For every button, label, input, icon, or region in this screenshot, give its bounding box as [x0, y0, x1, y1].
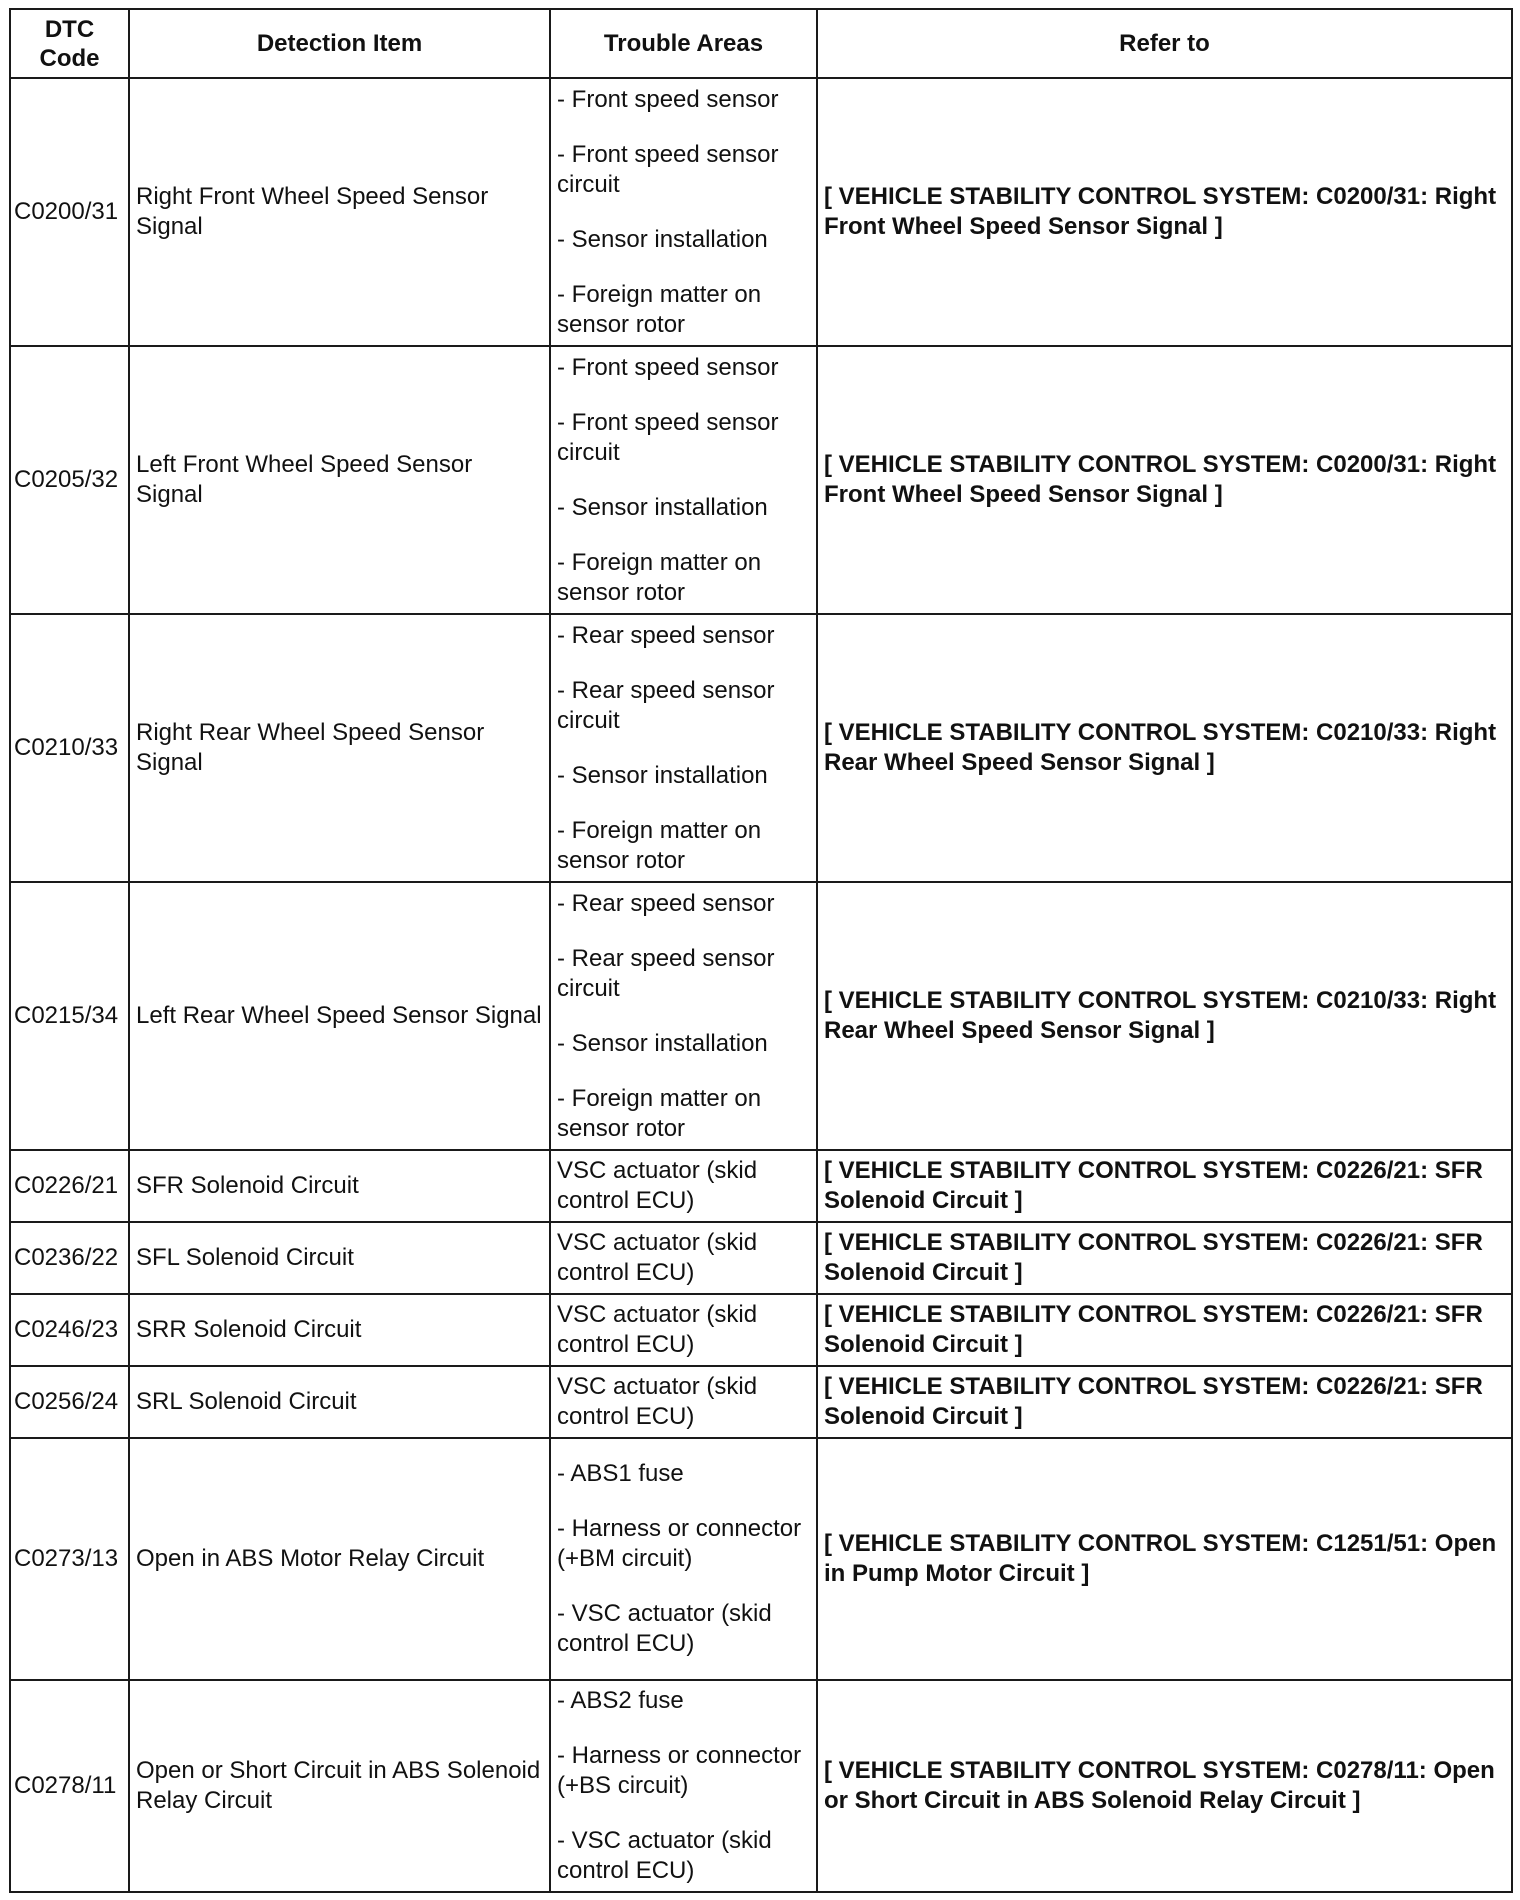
dtc-code: C0256/24 [10, 1366, 129, 1438]
header-trouble-areas: Trouble Areas [550, 9, 817, 78]
trouble-area: - Front speed sensor [557, 353, 779, 381]
trouble-area: - Sensor installation [557, 225, 768, 253]
trouble-area: - Foreign matter on sensor rotor [557, 816, 762, 874]
trouble-area: - Front speed sensor circuit [557, 408, 779, 466]
table-row [10, 614, 1512, 882]
trouble-areas [550, 346, 817, 614]
trouble-areas [550, 1438, 817, 1680]
table-row [10, 1150, 1512, 1222]
detection-item: SFL Solenoid Circuit [129, 1222, 550, 1294]
trouble-area: VSC actuator (skid control ECU) [557, 1373, 758, 1430]
detection-item: Open in ABS Motor Relay Circuit [129, 1438, 550, 1680]
trouble-area: - Sensor installation [557, 1029, 768, 1057]
refer-to-link[interactable]: [ VEHICLE STABILITY CONTROL SYSTEM: C0200/31: Right Front Wheel Speed Sensor Signal ] [817, 346, 1512, 614]
trouble-area: - VSC actuator (skid control ECU) [557, 1600, 772, 1657]
detection-item: Left Front Wheel Speed Sensor Signal [129, 346, 550, 614]
trouble-area: - Sensor installation [557, 493, 768, 521]
trouble-area: - Front speed sensor circuit [557, 140, 779, 198]
refer-to-link[interactable]: [ VEHICLE STABILITY CONTROL SYSTEM: C0210/33: Right Rear Wheel Speed Sensor Signal ] [817, 614, 1512, 882]
trouble-area: VSC actuator (skid control ECU) [557, 1157, 758, 1214]
detection-item: Right Front Wheel Speed Sensor Signal [129, 78, 550, 346]
table-row [10, 1680, 1512, 1892]
table-row [10, 1438, 1512, 1680]
detection-item: Open or Short Circuit in ABS Solenoid Relay Circuit [129, 1680, 550, 1892]
header-dtc-code-line1: DTC [44, 15, 95, 43]
table-row [10, 1294, 1512, 1366]
trouble-area: - Foreign matter on sensor rotor [557, 280, 762, 338]
trouble-area: - Harness or connector (+BS circuit) [557, 1742, 802, 1799]
dtc-code: C0278/11 [10, 1680, 129, 1892]
header-dtc-code [10, 9, 129, 78]
trouble-area: - Rear speed sensor circuit [557, 676, 775, 734]
trouble-areas [550, 1294, 817, 1366]
trouble-area: - Rear speed sensor [557, 889, 775, 917]
table-row [10, 346, 1512, 614]
dtc-code: C0210/33 [10, 614, 129, 882]
trouble-area: - Front speed sensor [557, 85, 779, 113]
refer-to-link[interactable]: [ VEHICLE STABILITY CONTROL SYSTEM: C0226/21: SFR Solenoid Circuit ] [817, 1222, 1512, 1294]
trouble-area: - Foreign matter on sensor rotor [557, 548, 762, 606]
dtc-code: C0246/23 [10, 1294, 129, 1366]
trouble-area: VSC actuator (skid control ECU) [557, 1301, 758, 1358]
trouble-areas [550, 1366, 817, 1438]
dtc-code: C0236/22 [10, 1222, 129, 1294]
dtc-code: C0205/32 [10, 346, 129, 614]
trouble-area: - ABS2 fuse [557, 1687, 684, 1714]
dtc-code: C0273/13 [10, 1438, 129, 1680]
dtc-code: C0215/34 [10, 882, 129, 1150]
trouble-area: - ABS1 fuse [557, 1460, 684, 1487]
header-detection-item: Detection Item [129, 9, 550, 78]
dtc-code: C0200/31 [10, 78, 129, 346]
refer-to-link[interactable]: [ VEHICLE STABILITY CONTROL SYSTEM: C0200/31: Right Front Wheel Speed Sensor Signal ] [817, 78, 1512, 346]
trouble-area: - VSC actuator (skid control ECU) [557, 1827, 772, 1884]
trouble-area: - Sensor installation [557, 761, 768, 789]
detection-item: SRR Solenoid Circuit [129, 1294, 550, 1366]
trouble-area: VSC actuator (skid control ECU) [557, 1229, 758, 1286]
table-row [10, 1366, 1512, 1438]
trouble-area: - Foreign matter on sensor rotor [557, 1084, 762, 1142]
trouble-areas [550, 882, 817, 1150]
dtc-code: C0226/21 [10, 1150, 129, 1222]
refer-to-link[interactable]: [ VEHICLE STABILITY CONTROL SYSTEM: C0226/21: SFR Solenoid Circuit ] [817, 1366, 1512, 1438]
trouble-area: - Rear speed sensor [557, 621, 775, 649]
trouble-area: - Harness or connector (+BM circuit) [557, 1515, 802, 1572]
detection-item: Right Rear Wheel Speed Sensor Signal [129, 614, 550, 882]
detection-item: SRL Solenoid Circuit [129, 1366, 550, 1438]
trouble-areas [550, 1150, 817, 1222]
table-row [10, 1222, 1512, 1294]
trouble-areas [550, 1222, 817, 1294]
table-row [10, 78, 1512, 346]
table-row [10, 882, 1512, 1150]
detection-item: Left Rear Wheel Speed Sensor Signal [129, 882, 550, 1150]
trouble-area: - Rear speed sensor circuit [557, 944, 775, 1002]
trouble-areas [550, 1680, 817, 1892]
refer-to-link[interactable]: [ VEHICLE STABILITY CONTROL SYSTEM: C0278/11: Open or Short Circuit in ABS Solenoid Relay Circuit ] [817, 1680, 1512, 1892]
refer-to-link[interactable]: [ VEHICLE STABILITY CONTROL SYSTEM: C0226/21: SFR Solenoid Circuit ] [817, 1294, 1512, 1366]
header-row [10, 9, 1512, 78]
trouble-areas [550, 78, 817, 346]
refer-to-link[interactable]: [ VEHICLE STABILITY CONTROL SYSTEM: C0226/21: SFR Solenoid Circuit ] [817, 1150, 1512, 1222]
trouble-areas [550, 614, 817, 882]
dtc-table [9, 8, 1513, 1893]
detection-item: SFR Solenoid Circuit [129, 1150, 550, 1222]
refer-to-link[interactable]: [ VEHICLE STABILITY CONTROL SYSTEM: C1251/51: Open in Pump Motor Circuit ] [817, 1438, 1512, 1680]
refer-to-link[interactable]: [ VEHICLE STABILITY CONTROL SYSTEM: C0210/33: Right Rear Wheel Speed Sensor Signal ] [817, 882, 1512, 1150]
header-dtc-code-line2: Code [39, 44, 100, 72]
header-refer-to: Refer to [817, 9, 1512, 78]
